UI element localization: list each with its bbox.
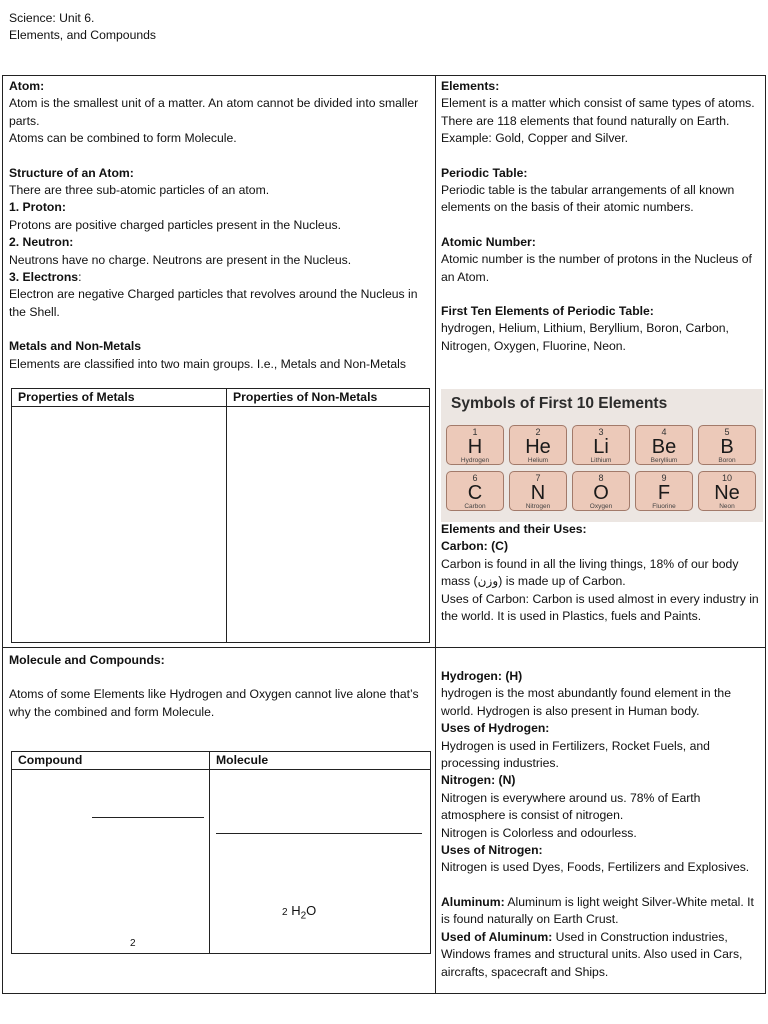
element-symbol: He xyxy=(525,436,551,458)
structure-heading: Structure of an Atom: xyxy=(9,165,134,180)
aluminum-label: Aluminum: xyxy=(441,894,505,909)
element-name: Fluorine xyxy=(652,503,676,510)
metals-properties-table xyxy=(11,388,430,643)
atomic-number: 9 xyxy=(661,473,667,483)
element-tile-lithium xyxy=(572,425,630,465)
neutron-heading: 2. Neutron: xyxy=(9,235,74,250)
topic-title: Elements, and Compounds xyxy=(9,28,157,43)
elements-count: There are 118 elements that found naturally on Earth. xyxy=(441,113,730,128)
proton-heading: 1. Proton: xyxy=(9,200,66,215)
nitrogen-uses-heading: Uses of Nitrogen: xyxy=(441,843,543,858)
neutron-text: Neutrons have no charge. Neutrons are present in the Nucleus. xyxy=(9,252,352,267)
compound-column-header: Compound xyxy=(12,752,210,770)
element-tile-helium xyxy=(509,425,567,465)
elements-section xyxy=(441,78,765,355)
worksheet-grid xyxy=(2,75,766,994)
aluminum-uses-paragraph xyxy=(441,929,765,981)
periodic-heading: Periodic Table: xyxy=(441,165,528,180)
atom-definition: Atom is the smallest unit of a matter. An atom cannot be divided into smaller parts. xyxy=(9,96,419,128)
aluminum-text: Aluminum is light weight Silver-White metal. It is found naturally on Earth Crust. xyxy=(441,894,754,927)
atomic-number: 4 xyxy=(661,427,667,437)
atomic-number: 1 xyxy=(472,427,478,437)
aluminum-uses-label: Used of Aluminum: xyxy=(441,929,553,944)
non-metals-column-header: Properties of Non-Metals xyxy=(227,389,430,407)
atomic-text: Atomic number is the number of protons in the Nucleus of an Atom. xyxy=(441,252,752,284)
row-divider xyxy=(3,647,765,648)
element-symbol: O xyxy=(593,482,609,504)
formula-sub: 2 xyxy=(300,911,307,922)
atomic-heading: Atomic Number: xyxy=(441,234,536,249)
elements-heading: Elements: xyxy=(441,79,500,93)
element-tile-neon xyxy=(698,471,756,511)
molecule-cell[interactable] xyxy=(210,770,431,954)
atomic-number: 5 xyxy=(724,427,730,437)
element-symbol: H xyxy=(467,436,483,458)
carbon-text: Carbon is found in all the living things, 18% of our body mass (وزن) is made up of Carbon. xyxy=(441,556,739,589)
element-symbol: C xyxy=(467,482,483,504)
non-metals-properties-cell[interactable] xyxy=(227,407,430,643)
nitrogen-heading: Nitrogen: (N) xyxy=(441,773,516,788)
element-tile-nitrogen xyxy=(509,471,567,511)
compound-subscript: 2 xyxy=(130,938,136,950)
hydrogen-text: hydrogen is the most abundantly found element in the world. Hydrogen is also present in Human body. xyxy=(441,686,731,718)
element-tile-boron xyxy=(698,425,756,465)
molecule-heading: Molecule and Compounds: xyxy=(9,653,165,667)
periodic-text: Periodic table is the tabular arrangements of all known elements on the basis of their atomic numbers. xyxy=(441,183,735,215)
element-name: Hydrogen xyxy=(460,457,490,464)
uses-section xyxy=(441,521,765,625)
hydrogen-nitrogen-aluminum-section xyxy=(441,668,765,981)
metals-text: Elements are classified into two main groups. I.e., Metals and Non-Metals xyxy=(9,356,406,371)
structure-text: There are three sub-atomic particles of an atom. xyxy=(9,183,270,198)
molecule-column-header: Molecule xyxy=(210,752,431,770)
element-tile-beryllium xyxy=(635,425,693,465)
carbon-uses: Uses of Carbon: Carbon is used almost in every industry in the world. It is used in Plastics, fuels and Paints. xyxy=(441,591,759,624)
unit-title: Science: Unit 6. xyxy=(9,11,95,25)
molecule-answer-line[interactable] xyxy=(216,833,422,834)
element-name: Nitrogen xyxy=(525,503,551,510)
hydrogen-uses-text: Hydrogen is used in Fertilizers, Rocket Fuels, and processing industries. xyxy=(441,738,710,771)
atomic-number: 6 xyxy=(472,473,478,483)
atomic-number: 2 xyxy=(535,427,541,437)
compound-molecule-table xyxy=(11,751,431,954)
electron-heading: 3. Electrons xyxy=(9,270,79,285)
molecule-text: Atoms of some Elements like Hydrogen and Oxygen cannot live alone that’s why the combined and form Molecule. xyxy=(9,687,419,719)
element-symbol: Ne xyxy=(714,482,740,504)
atom-molecule-note: Atoms can be combined to form Molecule. xyxy=(9,131,237,146)
hydrogen-heading: Hydrogen: (H) xyxy=(441,669,523,683)
elements-definition: Element is a matter which consist of same types of atoms. xyxy=(441,96,755,111)
aluminum-paragraph xyxy=(441,894,765,929)
formula-o: O xyxy=(306,903,317,919)
column-divider xyxy=(435,76,436,993)
aluminum-uses-text: Used in Construction industries, Windows frames and structural units. Also used in Cars, aircrafts, spacecraft and Ships. xyxy=(441,929,743,979)
element-symbol: F xyxy=(657,482,671,504)
atom-section xyxy=(9,78,433,373)
atomic-number: 8 xyxy=(598,473,604,483)
proton-text: Protons are positive charged particles present in the Nucleus. xyxy=(9,217,341,232)
element-tile-fluorine xyxy=(635,471,693,511)
atomic-number: 10 xyxy=(721,473,732,483)
element-name: Beryllium xyxy=(650,457,678,464)
hydrogen-uses-heading: Uses of Hydrogen: xyxy=(441,721,550,736)
first-ten-text: hydrogen, Helium, Lithium, Beryllium, Boron, Carbon, Nitrogen, Oxygen, Fluorine, Neon. xyxy=(441,321,729,353)
element-name: Oxygen xyxy=(589,503,613,510)
metals-properties-cell[interactable] xyxy=(12,407,227,643)
carbon-heading: Carbon: (C) xyxy=(441,539,509,554)
element-symbol: Li xyxy=(593,436,609,458)
electron-heading-line xyxy=(9,269,433,286)
element-name: Boron xyxy=(718,457,736,464)
atomic-number: 7 xyxy=(535,473,541,483)
elements-example: Example: Gold, Copper and Silver. xyxy=(441,131,628,146)
first-ten-elements-image xyxy=(441,389,763,522)
element-name: Carbon xyxy=(464,503,486,510)
atomic-number: 3 xyxy=(598,427,604,437)
nitrogen-text: Nitrogen is everywhere around us. 78% of Earth atmosphere is consist of nitrogen. xyxy=(441,790,701,823)
element-tile-oxygen xyxy=(572,471,630,511)
element-symbol: B xyxy=(720,436,734,458)
element-tile-hydrogen xyxy=(446,425,504,465)
element-symbol: N xyxy=(530,482,546,504)
first-ten-heading: First Ten Elements of Periodic Table: xyxy=(441,304,654,319)
compound-answer-line[interactable] xyxy=(92,817,204,818)
water-formula xyxy=(282,902,316,925)
nitrogen-properties: Nitrogen is Colorless and odourless. xyxy=(441,825,637,840)
element-symbol: Be xyxy=(651,436,677,458)
compound-cell[interactable] xyxy=(12,770,210,954)
electron-colon: : xyxy=(78,270,82,285)
electron-text: Electron are negative Charged particles that revolves around the Nucleus in the Shell. xyxy=(9,287,418,319)
image-title: Symbols of First 10 Elements xyxy=(451,395,668,412)
element-tile-carbon xyxy=(446,471,504,511)
element-name: Helium xyxy=(527,457,549,464)
element-name: Lithium xyxy=(590,457,612,464)
formula-prefix: 2 xyxy=(282,907,288,919)
element-name: Neon xyxy=(719,503,735,510)
metals-column-header: Properties of Metals xyxy=(12,389,227,407)
nitrogen-uses-text: Nitrogen is used Dyes, Foods, Fertilizers and Explosives. xyxy=(441,860,750,875)
worksheet-header xyxy=(9,10,156,45)
uses-heading: Elements and their Uses: xyxy=(441,522,587,536)
atom-heading: Atom: xyxy=(9,79,45,93)
formula-h: H xyxy=(291,903,301,919)
metals-heading: Metals and Non-Metals xyxy=(9,339,142,354)
molecule-section xyxy=(9,652,433,721)
